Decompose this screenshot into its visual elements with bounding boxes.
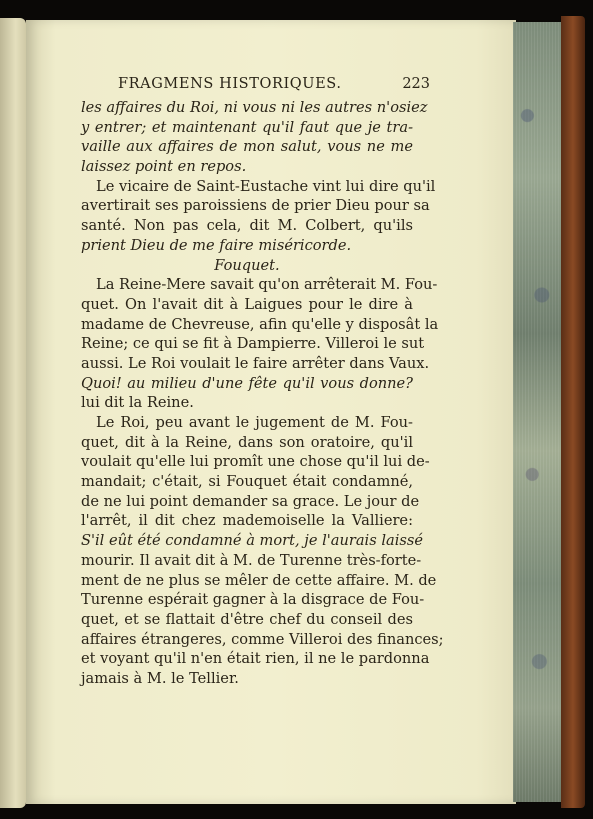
text-line: quet, dit à la Reine, dans son oratoire, qu'il: [81, 433, 413, 451]
text-line: prient Dieu de me faire miséricorde.: [81, 236, 352, 254]
text-line: lui dit la Reine.: [81, 394, 194, 412]
text-line: Turenne espérait gagner à la disgrace de Fou-: [81, 591, 425, 609]
text-line: affaires étrangeres, comme Villeroi des finances;: [81, 630, 444, 648]
text-line: avertirait ses paroissiens de prier Dieu pour sa: [81, 197, 430, 215]
running-title: FRAGMENS HISTORIQUES.: [118, 76, 342, 92]
text-line: Le Roi, peu avant le jugement de M. Fou-: [96, 414, 413, 431]
text-line: quet. On l'avait dit à Laigues pour le dire à: [81, 295, 413, 313]
text-line: voulait qu'elle lui promît une chose qu'il lui de-: [81, 453, 430, 471]
page-header: [118, 76, 430, 92]
text-line: La Reine-Mere savait qu'on arrêterait M. Fou-: [96, 276, 438, 294]
text-line: et voyant qu'il n'en était rien, il ne le pardonna: [81, 650, 430, 668]
text-line: ment de ne plus se mêler de cette affaire. M. de: [81, 571, 437, 589]
text-line: quet, et se flattait d'être chef du conseil des: [81, 610, 413, 628]
text-line: mandait; c'était, si Fouquet était condamné,: [81, 473, 413, 491]
text-line: les affaires du Roi, ni vous ni les autres n'osiez: [81, 99, 428, 116]
book-cover: [561, 16, 585, 808]
text-line: de ne lui point demander sa grace. Le jour de: [81, 492, 420, 510]
text-line: l'arrêt, il dit chez mademoiselle la Valliere:: [81, 512, 413, 530]
text-line: madame de Chevreuse, afin qu'elle y disposât la: [81, 315, 439, 333]
text-line: Quoi! au milieu d'une fête qu'il vous donne?: [81, 374, 413, 392]
marbled-page-edges: [513, 22, 561, 802]
left-page-edge: [0, 18, 26, 808]
text-line: Reine; ce qui se fit à Dampierre. Villeroi le sut: [81, 335, 425, 353]
text-line: santé. Non pas cela, dit M. Colbert, qu'ils: [81, 217, 413, 235]
text-line: mourir. Il avait dit à M. de Turenne très-forte-: [81, 551, 422, 569]
text-line: aussi. Le Roi voulait le faire arrêter dans Vaux.: [81, 354, 430, 372]
text-line: Le vicaire de Saint-Eustache vint lui dire qu'il: [96, 177, 436, 195]
text-line: S'il eût été condamné à mort, je l'aurais laissé: [81, 532, 423, 550]
page-body-text: [81, 98, 444, 689]
text-line: y entrer; et maintenant qu'il faut que je tra-: [81, 118, 413, 136]
text-line: laissez point en repos.: [81, 158, 247, 176]
text-line: vaille aux affaires de mon salut, vous ne me: [81, 138, 413, 156]
section-heading: Fouquet.: [214, 256, 280, 274]
text-line: jamais à M. le Tellier.: [81, 669, 239, 687]
page-number: 223: [402, 76, 430, 92]
